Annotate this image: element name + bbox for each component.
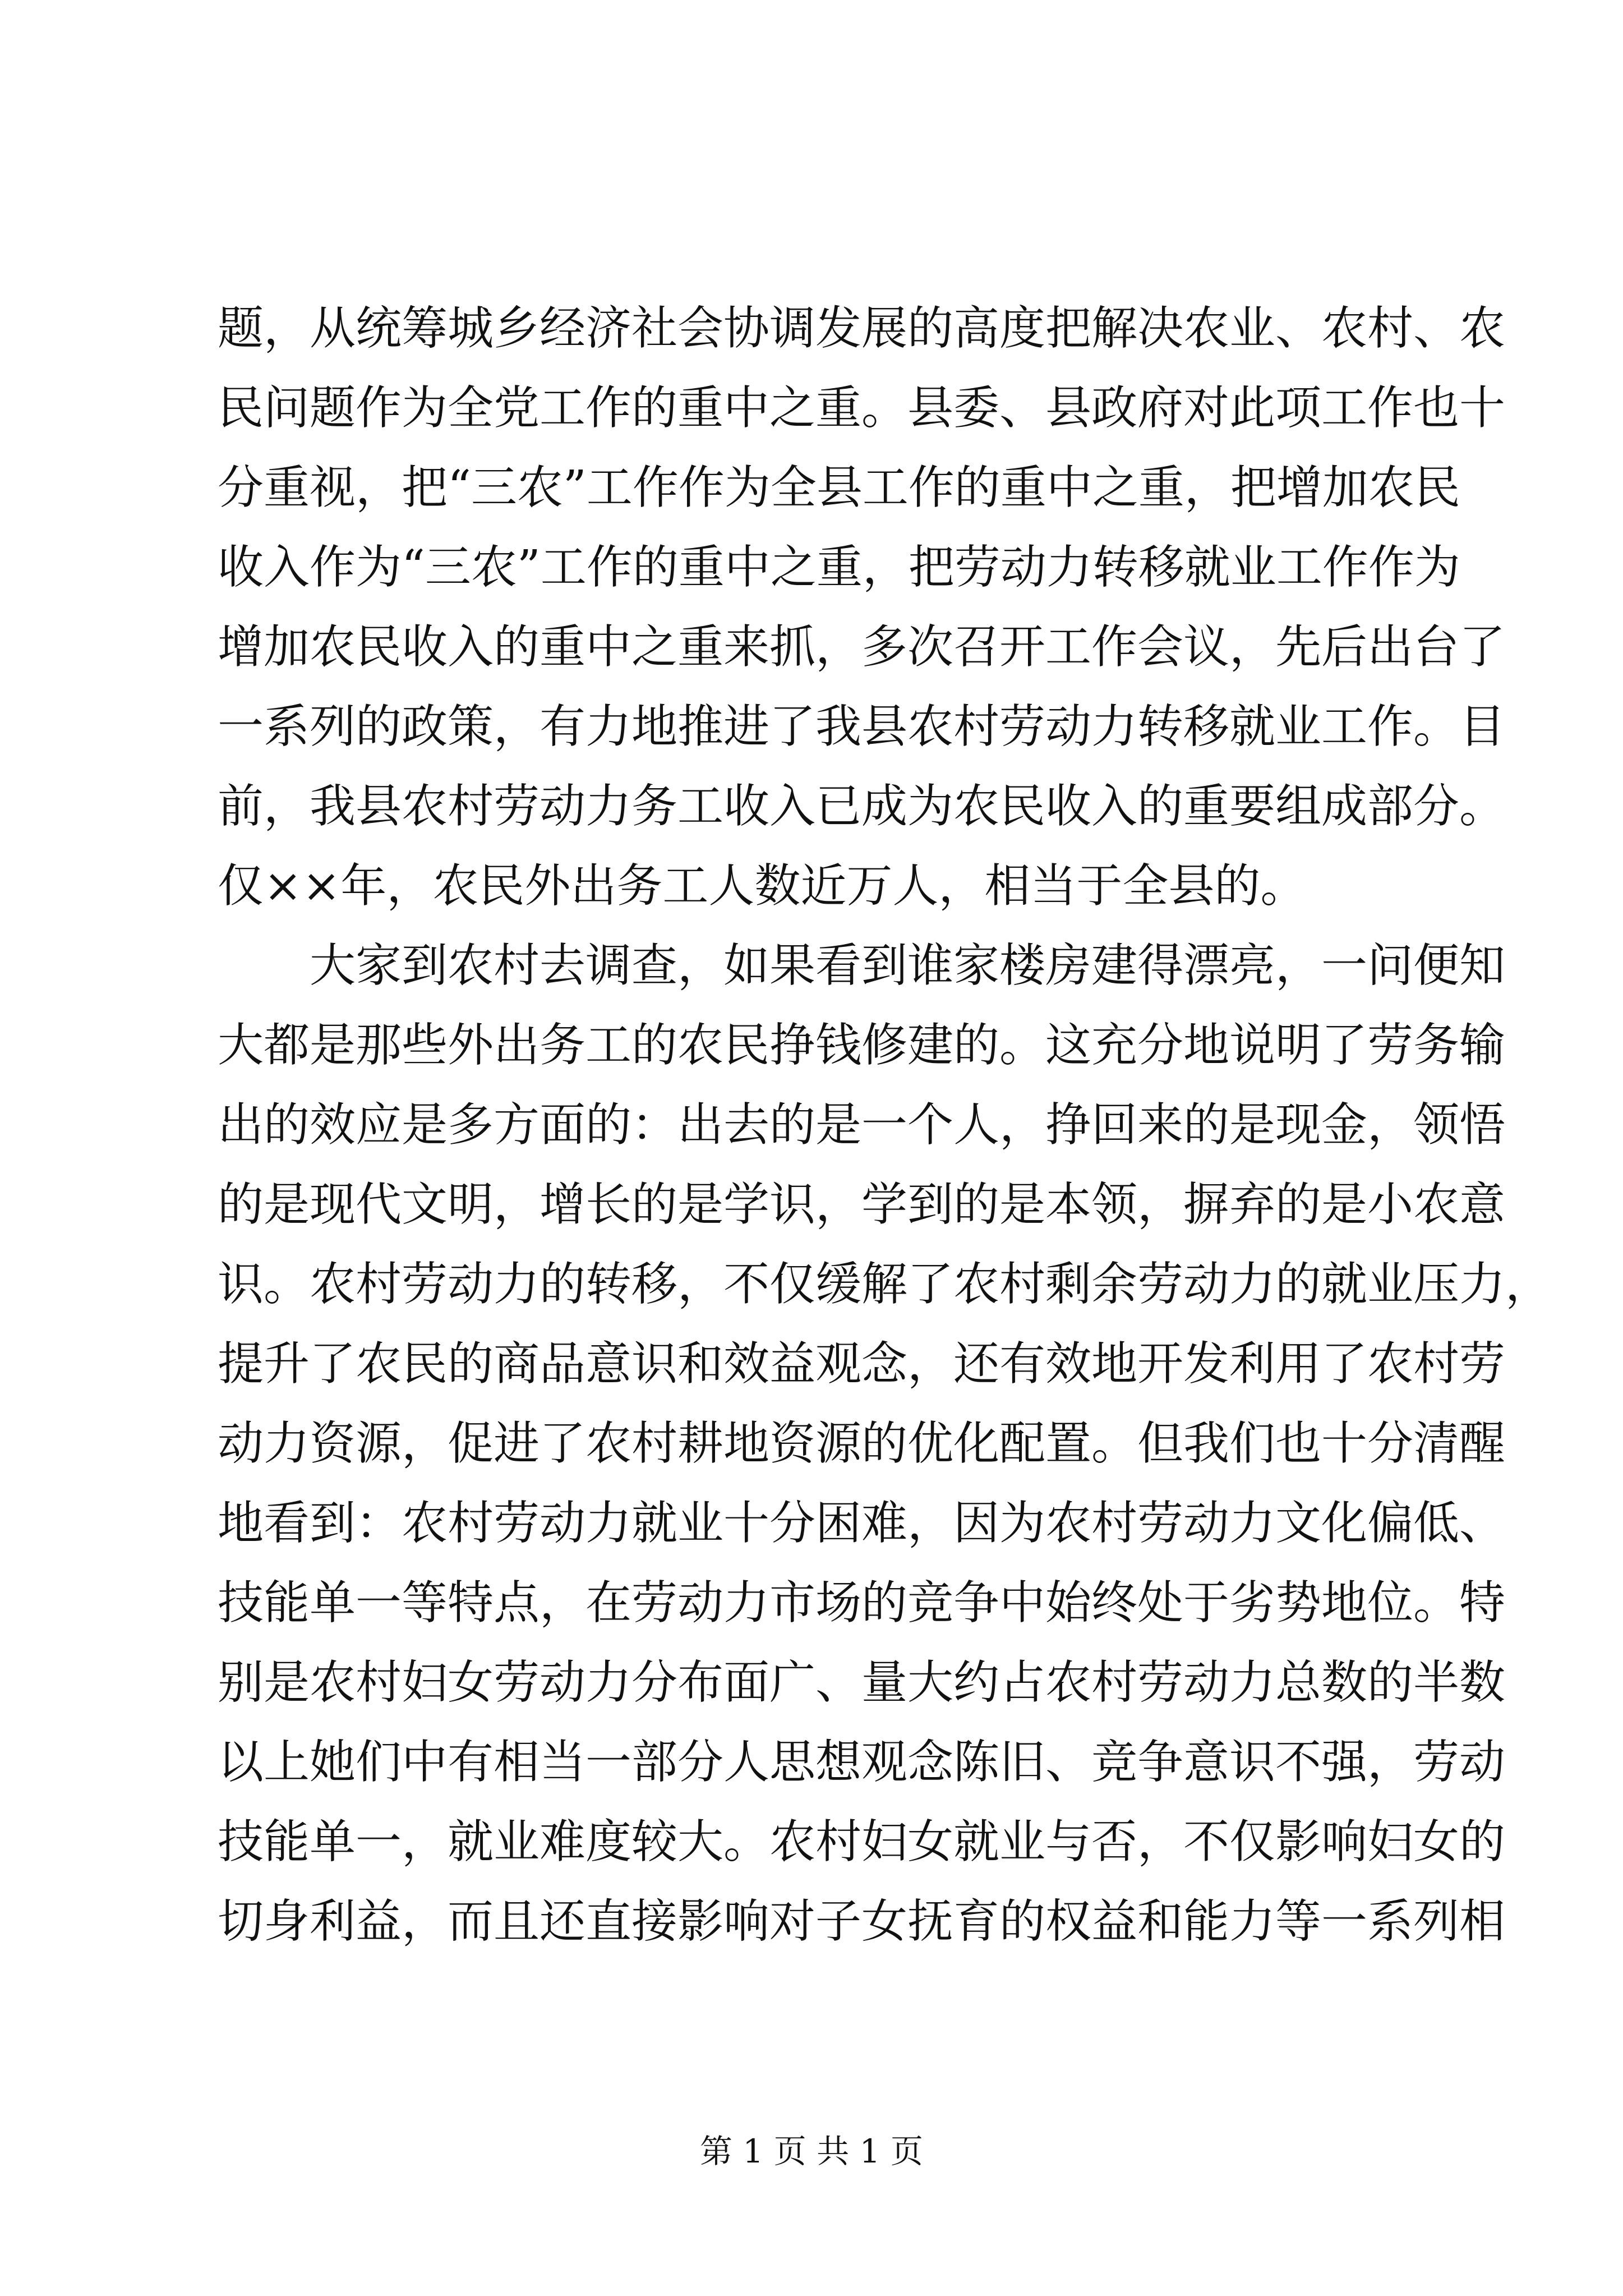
text-line: 切身利益，而且还直接影响对子女抚育的权益和能力等一系列相 [218, 1895, 1506, 1948]
page-number-label: 第 1 页 共 1 页 [700, 2132, 923, 2170]
text-line: 动力资源，促进了农村耕地资源的优化配置。但我们也十分清醒 [218, 1417, 1506, 1470]
text-line: 提升了农民的商品意识和效益观念，还有效地开发利用了农村劳 [218, 1337, 1506, 1391]
text-line: 以上她们中有相当一部分人思想观念陈旧、竞争意识不强，劳动 [218, 1736, 1506, 1789]
text-line: 题，从统筹城乡经济社会协调发展的高度把解决农业、农村、农 [218, 302, 1506, 355]
text-line: 收入作为“三农”工作的重中之重，把劳动力转移就业工作作为 [218, 541, 1460, 594]
text-line: 技能单一，就业难度较大。农村妇女就业与否，不仅影响妇女的 [218, 1815, 1506, 1869]
text-line: 出的效应是多方面的：出去的是一个人，挣回来的是现金，领悟 [218, 1098, 1506, 1152]
text-line: 大家到农村去调查，如果看到谁家楼房建得漂亮，一问便知 [310, 939, 1506, 992]
text-line: 民问题作为全党工作的重中之重。县委、县政府对此项工作也十 [218, 381, 1506, 435]
page-footer [0, 2132, 1623, 2171]
text-line: 地看到：农村劳动力就业十分困难，因为农村劳动力文化偏低、 [218, 1497, 1506, 1550]
text-line: 识。农村劳动力的转移，不仅缓解了农村剩余劳动力的就业压力， [218, 1258, 1552, 1311]
text-line: 的是现代文明，增长的是学识，学到的是本领，摒弃的是小农意 [218, 1178, 1506, 1231]
text-line: 仅××年，农民外出务工人数近万人，相当于全县的。 [218, 859, 1307, 913]
text-line: 分重视，把“三农”工作作为全县工作的重中之重，把增加农民 [218, 461, 1460, 514]
text-line: 增加农民收入的重中之重来抓，多次召开工作会议，先后出台了 [218, 620, 1506, 674]
text-line: 前，我县农村劳动力务工收入已成为农民收入的重要组成部分。 [218, 780, 1506, 833]
document-body [218, 289, 1552, 1962]
text-line: 技能单一等特点，在劳动力市场的竞争中始终处于劣势地位。特 [218, 1576, 1506, 1630]
text-line: 大都是那些外出务工的农民挣钱修建的。这充分地说明了劳务输 [218, 1019, 1506, 1072]
text-line: 一系列的政策，有力地推进了我县农村劳动力转移就业工作。目 [218, 700, 1506, 753]
text-line: 别是农村妇女劳动力分布面广、量大约占农村劳动力总数的半数 [218, 1656, 1506, 1709]
